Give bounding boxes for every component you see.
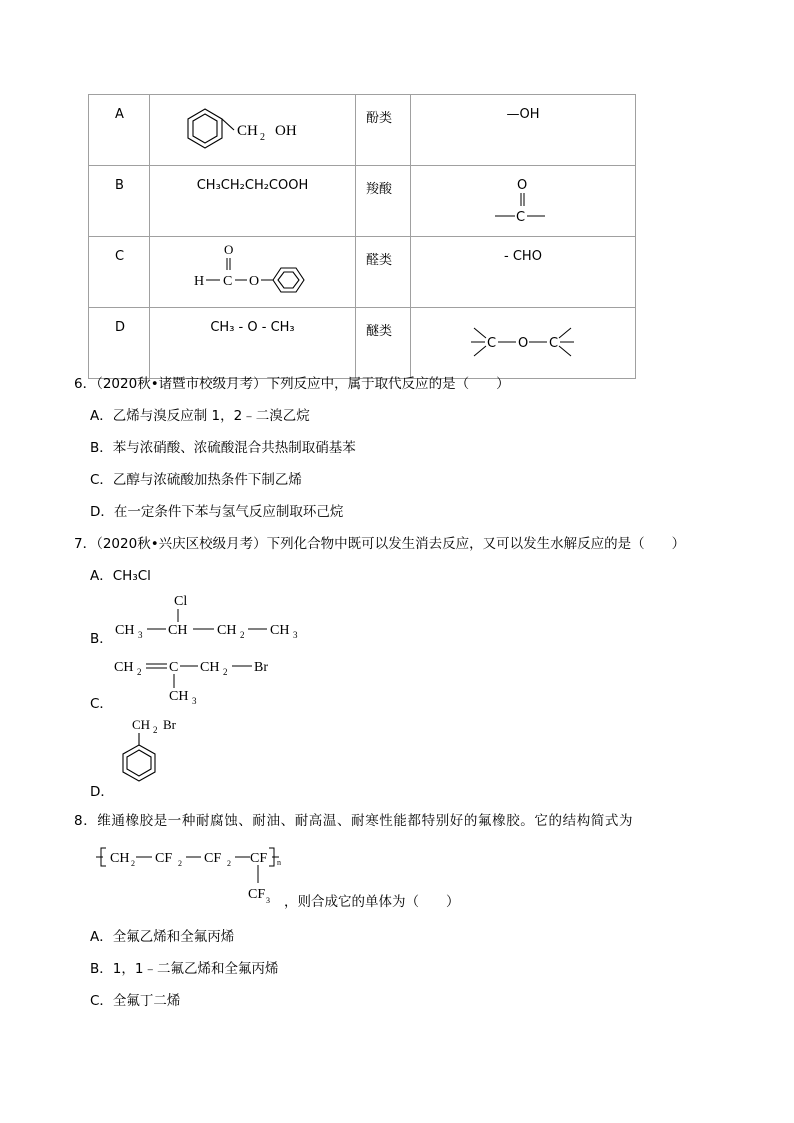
q7-option-b-structure (110, 590, 320, 642)
q7-option-d-structure (110, 713, 200, 793)
o-atom-2: O (249, 274, 260, 289)
question-6-stem: 6．（2020秋•诸暨市校级月考）下列反应中，属于取代反应的是（ ） (74, 376, 510, 392)
ch2-text: CH (114, 660, 134, 675)
sub-3: 3 (266, 896, 270, 905)
sub-2: 2 (131, 859, 135, 868)
q7-option-a: A．CH₃Cl (90, 568, 151, 584)
q8-option-c: C．全氟丁二烯 (90, 993, 181, 1009)
q6-option-c: C．乙醇与浓硫酸加热条件下制乙烯 (90, 472, 302, 488)
subscript-n: n (277, 858, 281, 867)
sub-2: 2 (137, 667, 142, 677)
group-cell (411, 308, 636, 379)
ether-group (411, 308, 636, 374)
sub-2-3: 2 (227, 859, 231, 868)
c-atom: C (169, 660, 179, 675)
row-letter: B (89, 166, 150, 237)
q8-polymer-structure (94, 838, 294, 908)
sub-2-2: 2 (223, 667, 228, 677)
structure-text: CH₃ - O - CH₃ (150, 308, 356, 379)
cf3-text: CF (248, 887, 266, 902)
structure-text: CH₃CH₂CH₂COOH (150, 166, 356, 237)
c-atom-2: C (549, 336, 559, 351)
sub-2: 2 (260, 132, 265, 143)
br-atom: Br (163, 717, 176, 732)
carbonyl-group (411, 166, 636, 232)
h-atom: H (194, 274, 205, 289)
q8-option-b: B．1，1﹣二氟乙烯和全氟丙烯 (90, 961, 279, 977)
ch2-text: CH (132, 717, 151, 732)
c-atom: C (516, 210, 526, 225)
q7-option-d-label: D． (90, 784, 114, 800)
cl-atom: Cl (174, 594, 188, 609)
c-atom: C (487, 336, 497, 351)
class-name: 羧酸 (356, 166, 411, 237)
ch3-text: CH (115, 623, 135, 638)
row-letter: A (89, 95, 150, 166)
q7-option-c-structure (110, 652, 280, 704)
options-table (88, 94, 636, 379)
c-atom: C (223, 274, 233, 289)
sub-3-2: 3 (293, 630, 298, 640)
ch2-text: CH (217, 623, 237, 638)
class-name: 醛类 (356, 237, 411, 308)
o-atom: O (517, 178, 528, 193)
q6-option-a: A．乙烯与溴反应制 1，2﹣二溴乙烷 (90, 408, 310, 424)
structure-cell (150, 237, 356, 308)
ch2-text-2: CH (200, 660, 220, 675)
table-row (89, 166, 636, 237)
ch3-text-2: CH (270, 623, 290, 638)
cf2-text: CF (155, 851, 173, 866)
ch3-text: CH (169, 689, 189, 704)
group-text: —OH (411, 95, 636, 166)
structure-cell (150, 95, 356, 166)
group-text: - CHO (411, 237, 636, 308)
phenyl-formate-structure (150, 237, 356, 303)
cf-text: CF (250, 851, 268, 866)
q8-stem-tail: ，则合成它的单体为（ ） (284, 894, 460, 910)
q6-option-d: D．在一定条件下苯与氢气反应制取环己烷 (90, 504, 344, 520)
ch2-text: CH (110, 851, 130, 866)
br-atom: Br (254, 660, 268, 675)
table-row (89, 237, 636, 308)
class-name: 酚类 (356, 95, 411, 166)
sub-2-2: 2 (178, 859, 182, 868)
benzyl-alcohol-structure (150, 95, 356, 161)
question-7-stem: 7．（2020秋•兴庆区校级月考）下列化合物中既可以发生消去反应，又可以发生水解反应的是（ ） (74, 536, 686, 552)
o-atom: O (224, 242, 234, 257)
question-8-stem: 8．维通橡胶是一种耐腐蚀、耐油、耐高温、耐寒性能都特别好的氟橡胶。它的结构简式为 (74, 813, 634, 829)
row-letter: D (89, 308, 150, 379)
sub-3: 3 (138, 630, 143, 640)
class-name: 醚类 (356, 308, 411, 379)
table-row (89, 308, 636, 379)
table-row (89, 95, 636, 166)
cf2-text-2: CF (204, 851, 222, 866)
ch-text: CH (168, 623, 188, 638)
q7-option-b-label: B． (90, 631, 113, 647)
q6-option-b: B．苯与浓硝酸、浓硫酸混合共热制取硝基苯 (90, 440, 356, 456)
sub-2: 2 (153, 725, 158, 735)
o-atom: O (518, 336, 529, 351)
oh-text: OH (275, 123, 297, 139)
row-letter: C (89, 237, 150, 308)
ch-text: CH (237, 123, 258, 139)
q8-option-a: A．全氟乙烯和全氟丙烯 (90, 929, 235, 945)
sub-3: 3 (192, 696, 197, 704)
group-cell (411, 166, 636, 237)
sub-2: 2 (240, 630, 245, 640)
q7-option-c-label: C． (90, 696, 113, 712)
